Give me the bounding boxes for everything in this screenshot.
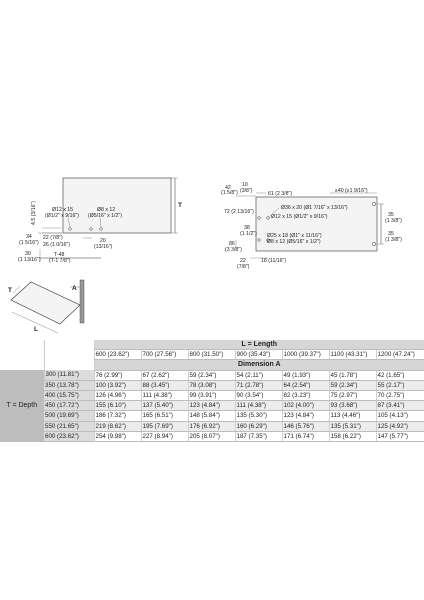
right-dim-86: 86: [229, 241, 235, 247]
dimension-table: [0, 340, 424, 442]
right-hole-f-label: Ø8 x 12 (Ø5/16" x 1/2"): [267, 239, 321, 245]
col-header: 800 (31.50"): [188, 350, 235, 360]
table-cell: 76 (2.99"): [94, 370, 141, 380]
table-cell: 102 (4.00"): [282, 401, 329, 411]
angle-label-t: T: [8, 287, 12, 294]
table-cell: 195 (7.69"): [141, 421, 188, 431]
right-dim-10-in: (3/8"): [240, 188, 253, 194]
table-cell: 59 (2.34"): [329, 380, 376, 390]
col-header: 1100 (43.31"): [329, 350, 376, 360]
length-header: L = Length: [94, 340, 424, 350]
table-cell: 186 (7.32"): [94, 411, 141, 421]
table-cell: 126 (4.96"): [94, 390, 141, 400]
angled-panel: [11, 282, 80, 324]
table-row: [0, 401, 424, 411]
right-dim-22: 22: [240, 258, 246, 264]
table-cell: 137 (5.40"): [141, 401, 188, 411]
table-cell: 42 (1.65"): [376, 370, 424, 380]
left-dim-34-in: (1 5/16"): [19, 240, 39, 246]
table-cell: 135 (5.31"): [329, 421, 376, 431]
depth-value: 300 (11.81"): [44, 370, 94, 380]
right-dim-86-in: (3 3/8"): [225, 247, 242, 253]
table-cell: 113 (4.46"): [329, 411, 376, 421]
table-row: [0, 421, 424, 431]
depth-header: T = Depth: [0, 370, 44, 441]
table-cell: 171 (6.74"): [282, 431, 329, 441]
col-header: 1000 (39.37"): [282, 350, 329, 360]
table-cell: 187 (7.35"): [235, 431, 282, 441]
table-row: [0, 370, 424, 380]
table-cell: 75 (2.97"): [329, 390, 376, 400]
table-cell: 87 (3.41"): [376, 401, 424, 411]
left-dim-t48-in: (T-1 7/8"): [49, 258, 71, 264]
table-cell: 64 (2.54"): [282, 380, 329, 390]
right-dim-61: 61 (2 3/8"): [268, 191, 293, 197]
table-cell: 160 (6.29"): [235, 421, 282, 431]
right-dim-42: 42: [225, 185, 231, 191]
right-dim-40: ≥40 (≥1 9/16"): [335, 188, 368, 194]
table-row: [0, 431, 424, 441]
angle-label-l: L: [34, 326, 38, 333]
right-dim-10: 10: [242, 182, 248, 188]
table-cell: 111 (4.38"): [141, 390, 188, 400]
col-header: 900 (35.43"): [235, 350, 282, 360]
depth-value: 550 (21.65"): [44, 421, 94, 431]
table-cell: 70 (2.75"): [376, 390, 424, 400]
right-dim-38-in: (1 1/2"): [240, 231, 257, 237]
table-cell: 105 (4.13"): [376, 411, 424, 421]
table-cell: 100 (3.92"): [94, 380, 141, 390]
right-dim-38: 38: [244, 225, 250, 231]
left-panel-outline: [63, 178, 171, 233]
right-dim-72: 72 (2 13/16"): [224, 209, 254, 215]
right-hole-e-label: Ø25 x 18 (Ø1" x 11/16"): [267, 233, 322, 239]
right-dim-35b-in: (1 3/8"): [385, 237, 402, 243]
table-cell: 158 (6.22"): [329, 431, 376, 441]
left-hole-b-label: Ø8 x 12: [97, 207, 116, 213]
left-dim-20-in: (13/16"): [94, 244, 113, 250]
table-row: [0, 390, 424, 400]
left-panel-drawing: [18, 178, 182, 264]
table-cell: 88 (3.45"): [141, 380, 188, 390]
table-cell: 55 (2.17"): [376, 380, 424, 390]
table-cell: 205 (8.07"): [188, 431, 235, 441]
left-dim-t48: T-48: [54, 252, 65, 258]
left-dim-20: 20: [100, 238, 106, 244]
table-cell: 254 (9.98"): [94, 431, 141, 441]
depth-value: 400 (15.75"): [44, 390, 94, 400]
table-cell: 135 (5.30"): [235, 411, 282, 421]
right-dim-42-in: (1 5/8"): [221, 190, 238, 196]
depth-value: 450 (17.72"): [44, 401, 94, 411]
table-cell: 49 (1.93"): [282, 370, 329, 380]
table-cell: 219 (8.62"): [94, 421, 141, 431]
table-cell: 59 (2.34"): [188, 370, 235, 380]
left-height-label: T: [178, 202, 182, 209]
table-cell: 146 (5.76"): [282, 421, 329, 431]
table-cell: 227 (8.94"): [141, 431, 188, 441]
right-dim-22-in: (7/8"): [237, 264, 250, 270]
angle-drawing: [8, 280, 84, 333]
table-row: [0, 411, 424, 421]
depth-value: 500 (19.69"): [44, 411, 94, 421]
table-cell: 155 (6.10"): [94, 401, 141, 411]
right-dim-35b: 35: [388, 231, 394, 237]
table-cell: 111 (4.38"): [235, 401, 282, 411]
right-panel-drawing: [221, 182, 402, 270]
right-dim-18: 18 (11/16"): [261, 258, 287, 264]
left-dim-34: 34: [26, 234, 32, 240]
left-hole-a-label: Ø12 x 15: [52, 207, 74, 213]
dimension-a-header: Dimension A: [94, 360, 424, 370]
table-cell: 125 (4.92"): [376, 421, 424, 431]
table-cell: 71 (2.78"): [235, 380, 282, 390]
table-cell: 165 (6.51"): [141, 411, 188, 421]
depth-value: 350 (13.78"): [44, 380, 94, 390]
left-dim-30: 30: [25, 251, 31, 257]
table-cell: 148 (5.84"): [188, 411, 235, 421]
col-header: 600 (23.62"): [94, 350, 141, 360]
length-columns-row: [0, 350, 424, 360]
right-dim-35a: 35: [388, 212, 394, 218]
table-row: [0, 380, 424, 390]
left-dim-30-in: (1 13/16"): [18, 257, 41, 263]
table-cell: 99 (3.91"): [188, 390, 235, 400]
right-hole-c-label: Ø36 x 20 (Ø1 7/16" x 13/16"): [281, 205, 348, 211]
table-cell: 45 (1.78"): [329, 370, 376, 380]
table-cell: 78 (3.08"): [188, 380, 235, 390]
table-cell: 82 (3.23"): [282, 390, 329, 400]
table-cell: 176 (6.92"): [188, 421, 235, 431]
table-cell: 93 (3.68"): [329, 401, 376, 411]
left-hole-b-inch: (Ø5/16" x 1/2"): [88, 213, 122, 219]
table-cell: 67 (2.62"): [141, 370, 188, 380]
left-hole-a-inch: (Ø1/2" x 9/16"): [45, 213, 79, 219]
left-dim-4-5: 4.5 (3/16"): [31, 200, 37, 225]
depth-value: 600 (23.62"): [44, 431, 94, 441]
table-cell: 90 (3.54"): [235, 390, 282, 400]
wall-edge: [80, 280, 84, 323]
right-hole-d-label: Ø12 x 15 (Ø1/2" x 9/16"): [271, 214, 328, 220]
table-cell: 123 (4.84"): [188, 401, 235, 411]
col-header: 1200 (47.24"): [376, 350, 424, 360]
left-dim-26: 26 (1 0/16"): [43, 242, 70, 248]
table-cell: 147 (5.77"): [376, 431, 424, 441]
table-cell: 123 (4.84"): [282, 411, 329, 421]
right-dim-35a-in: (1 3/8"): [385, 218, 402, 224]
col-header: 700 (27.56"): [141, 350, 188, 360]
left-dim-22: 22 (7/8"): [43, 235, 63, 241]
angle-label-a: A: [72, 285, 77, 292]
table-cell: 54 (2.11"): [235, 370, 282, 380]
